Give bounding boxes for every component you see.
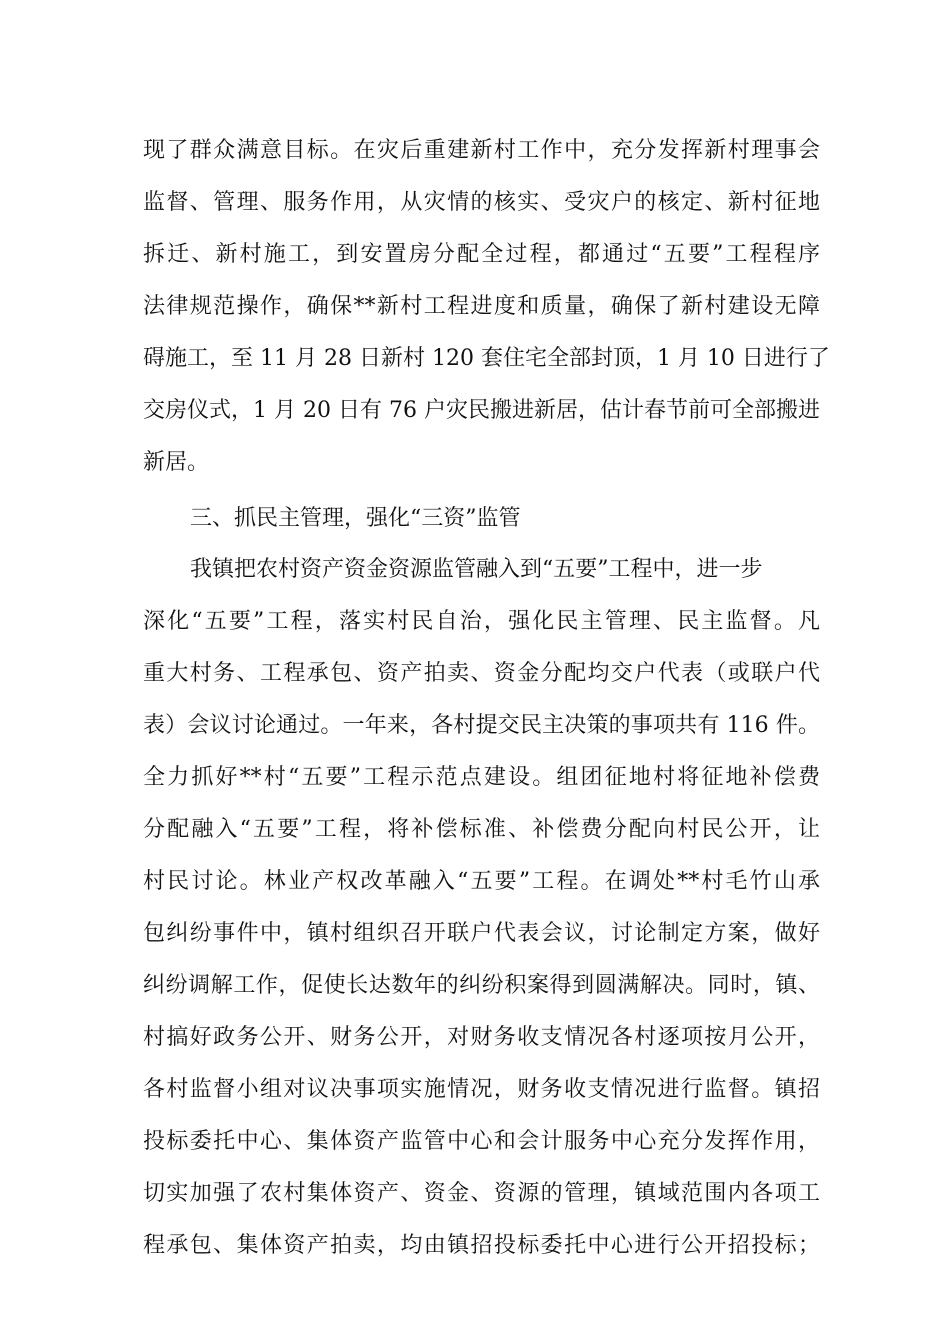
body-text-line: 程承包、集体资产拍卖，均由镇招投标委托中心进行公开招投标；: [143, 1233, 820, 1258]
body-text-line: 村搞好政务公开、财务公开，对财务收支情况各村逐项按月公开，: [143, 1025, 820, 1050]
body-text-line: 深化“五要”工程，落实村民自治，强化民主管理、民主监督。凡: [143, 609, 820, 634]
body-text-line: 切实加强了农村集体资产、资金、资源的管理，镇域范围内各项工: [143, 1181, 820, 1206]
body-text-line: 我镇把农村资产资金资源监管融入到“五要”工程中，进一步: [190, 557, 763, 582]
body-text-line: 法律规范操作，确保**新村工程进度和质量，确保了新村建设无障: [143, 294, 820, 319]
body-text-line: 碍施工，至 11 月 28 日新村 120 套住宅全部封顶，1 月 10 日进行了: [143, 346, 830, 371]
body-text-line: 全力抓好**村“五要”工程示范点建设。组团征地村将征地补偿费: [143, 765, 820, 790]
body-text-line: 现了群众满意目标。在灾后重建新村工作中，充分发挥新村理事会: [143, 138, 820, 163]
body-text-line: 重大村务、工程承包、资产拍卖、资金分配均交户代表（或联户代: [143, 661, 820, 686]
body-text-line: 监督、管理、服务作用，从灾情的核实、受灾户的核定、新村征地: [143, 190, 820, 215]
body-text-line: 表）会议讨论通过。一年来，各村提交民主决策的事项共有 116 件。: [143, 713, 820, 738]
body-text-line: 纠纷调解工作，促使长达数年的纠纷积案得到圆满解决。同时，镇、: [143, 973, 820, 998]
body-text-line: 交房仪式，1 月 20 日有 76 户灾民搬进新居，估计春节前可全部搬进: [143, 398, 820, 423]
body-text-line: 拆迁、新村施工，到安置房分配全过程，都通过“五要”工程程序: [143, 242, 820, 267]
section-heading: 三、抓民主管理，强化“三资”监管: [190, 506, 521, 531]
body-text-line: 分配融入“五要”工程，将补偿标准、补偿费分配向村民公开，让: [143, 817, 820, 842]
body-text-line: 包纠纷事件中，镇村组织召开联户代表会议，讨论制定方案，做好: [143, 921, 820, 946]
body-text-line: 投标委托中心、集体资产监管中心和会计服务中心充分发挥作用，: [143, 1129, 820, 1154]
body-text-line: 各村监督小组对议决事项实施情况，财务收支情况进行监督。镇招: [143, 1077, 820, 1102]
body-text-line: 村民讨论。林业产权改革融入“五要”工程。在调处**村毛竹山承: [143, 869, 820, 894]
body-text-line: 新居。: [143, 450, 210, 475]
